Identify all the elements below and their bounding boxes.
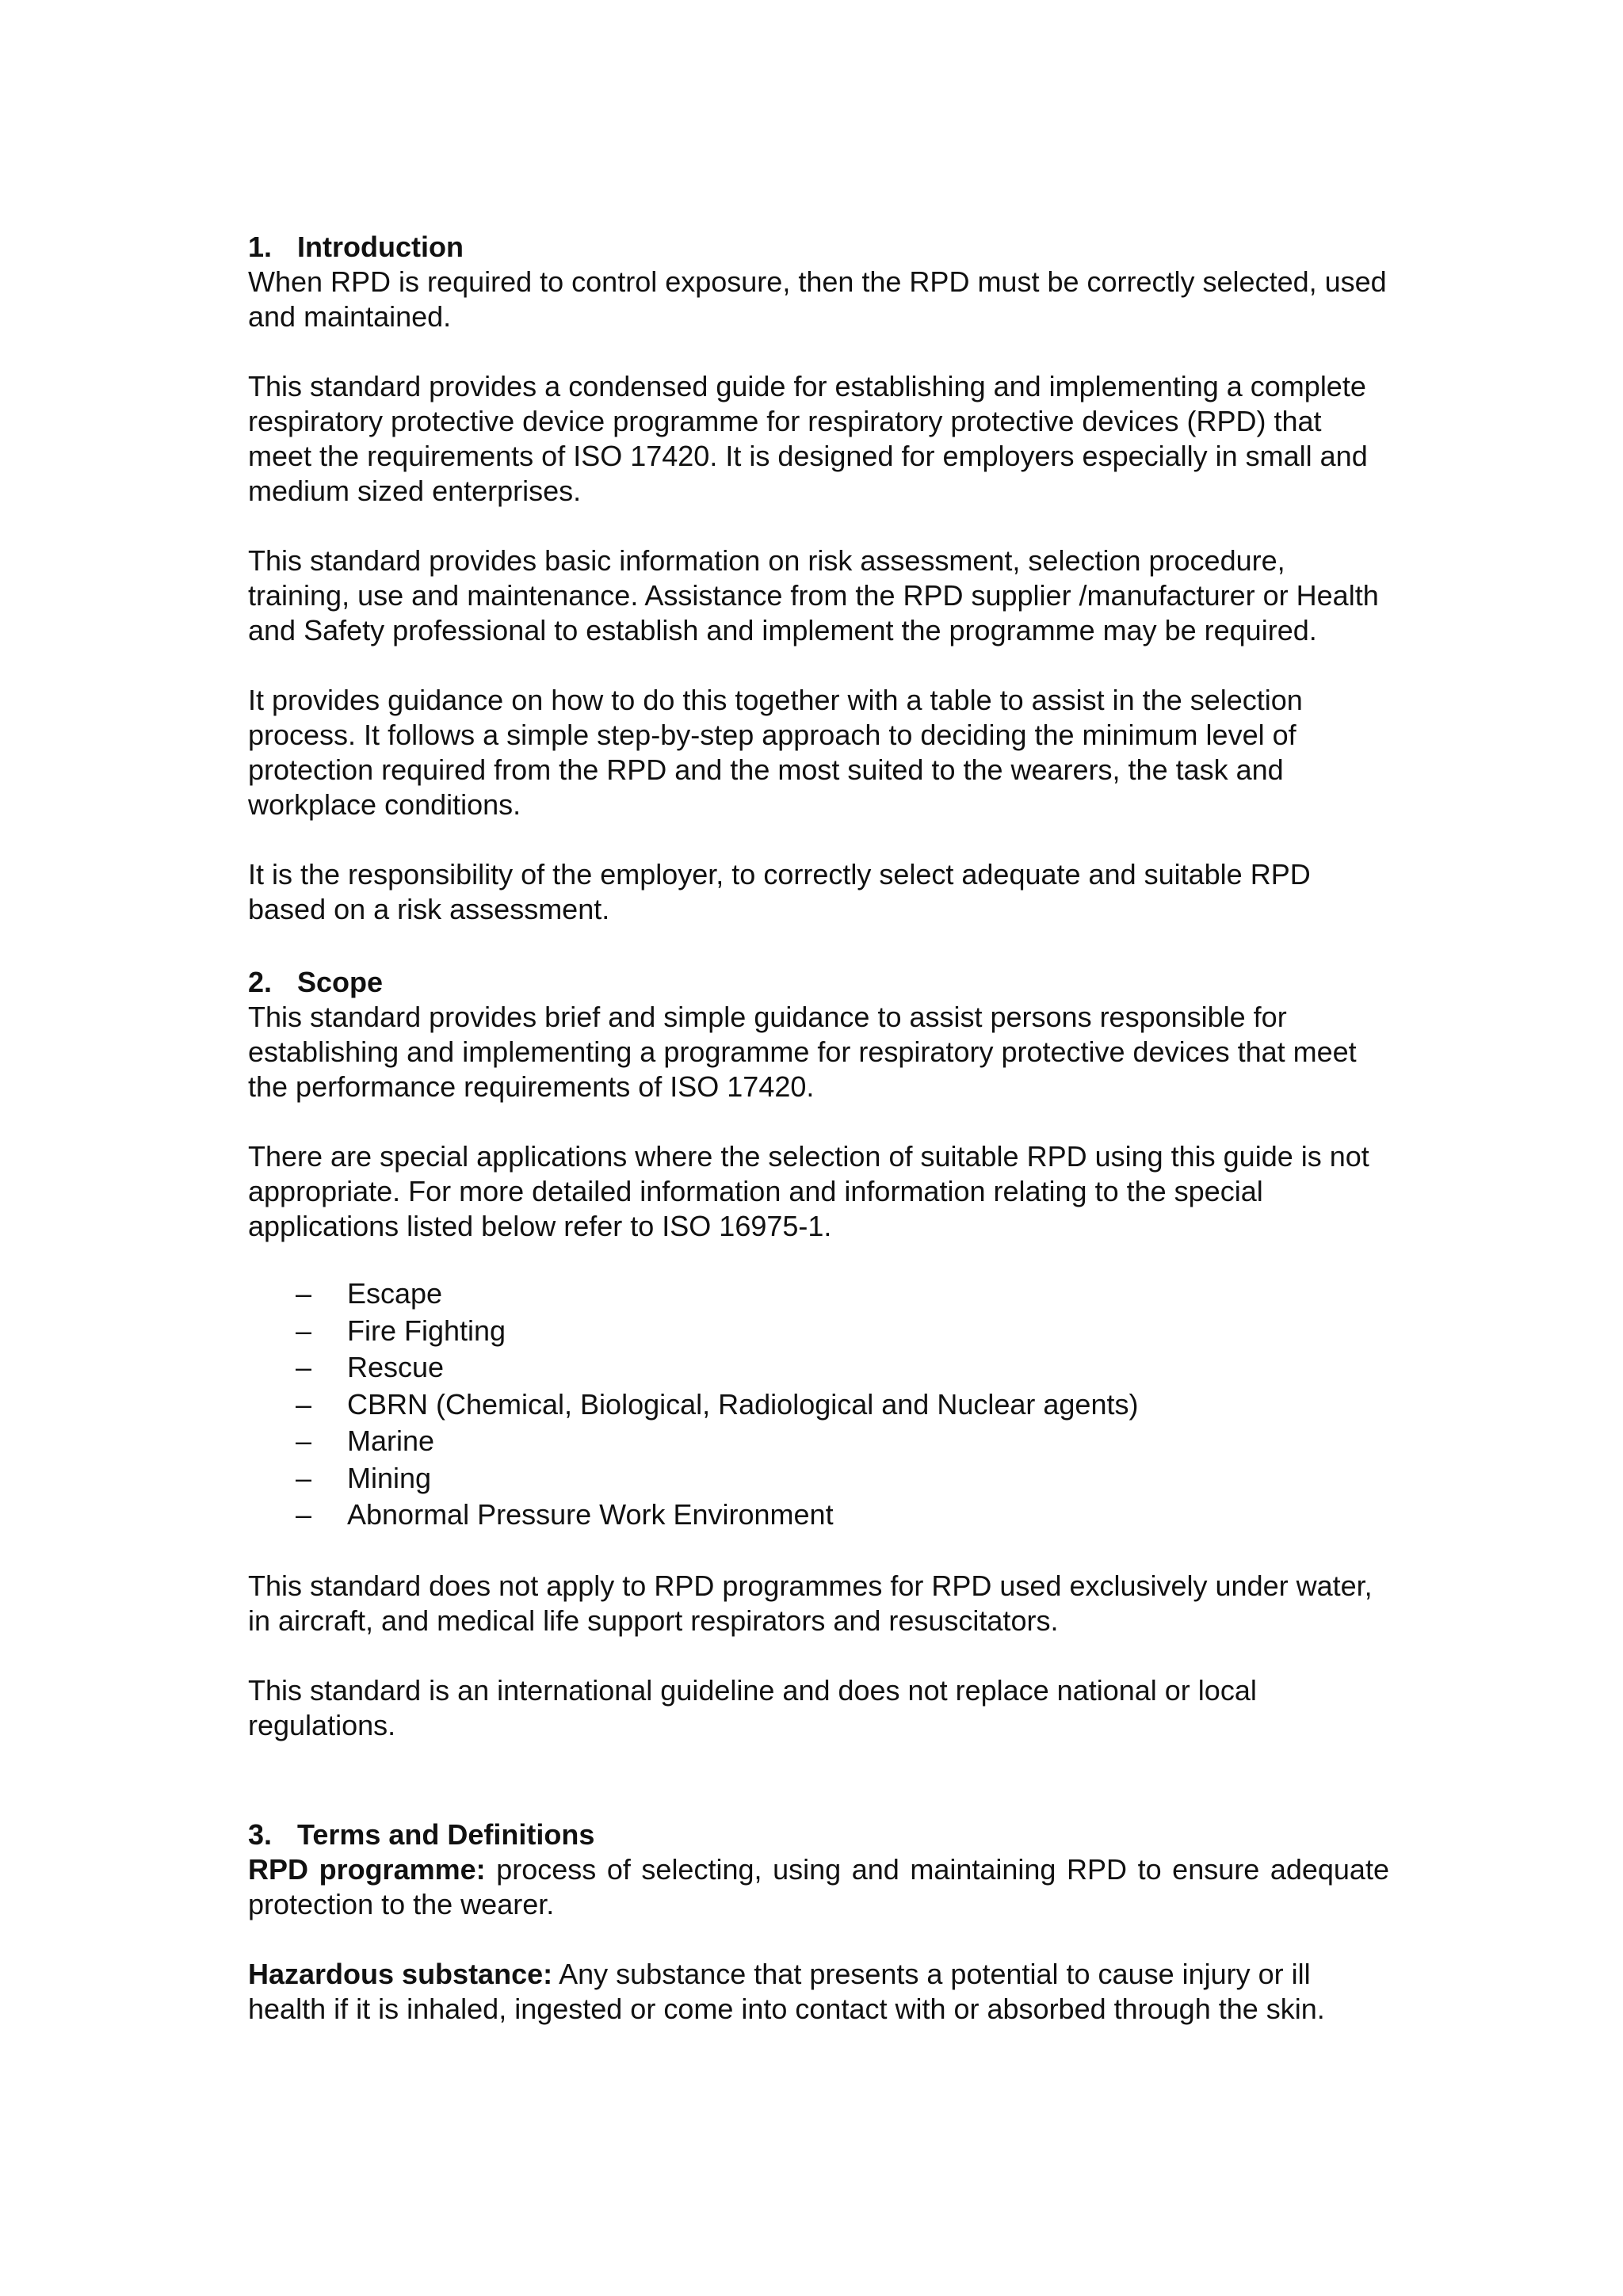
definition-rpd-programme <box>248 1852 1389 1922</box>
bullet-dash: – <box>296 1498 312 1531</box>
bullet-dash: – <box>296 1461 312 1494</box>
section-heading-introduction <box>248 230 1389 265</box>
definition-hazardous-substance <box>248 1957 1389 2027</box>
section-heading-scope <box>248 965 1389 1000</box>
list-item: – CBRN (Chemical, Biological, Radiological and Nuclear agents) <box>248 1386 1389 1424</box>
section-heading-terms <box>248 1817 1389 1852</box>
scope-closing-paragraph: This standard is an international guideline and does not replace national or local regulations. <box>248 1673 1257 1741</box>
scope-paragraph: This standard provides brief and simple guidance to assist persons responsible for establishing and implementing a programme for respiratory protective devices that meet the performance requirements of ISO 17420. <box>248 1001 1357 1103</box>
intro-paragraph: It is the responsibility of the employer, to correctly select adequate and suitable RPD based on a risk assessment. <box>248 858 1311 925</box>
definition-text: Any substance that presents a potential to cause injury or ill health if it is inhaled, ingested or come into contact with or absorbed through the skin. <box>248 1957 1325 2025</box>
intro-paragraph: When RPD is required to control exposure, then the RPD must be correctly selected, used and maintained. <box>248 265 1387 333</box>
list-item: – Abnormal Pressure Work Environment <box>248 1497 1389 1534</box>
bullet-dash: – <box>296 1277 312 1310</box>
intro-paragraph: This standard provides basic information on risk assessment, selection procedure, training, use and maintenance. Assistance from the RPD supplier /manufacturer or Health and Safety professional to establish and implement the programme may be required. <box>248 544 1379 646</box>
special-applications-list <box>248 1276 1389 1534</box>
section-title: Terms and Definitions <box>297 1817 595 1851</box>
list-item: – Mining <box>248 1460 1389 1497</box>
section-number: 2. <box>248 966 273 998</box>
section-title: Introduction <box>297 231 464 263</box>
section-number: 3. <box>248 1817 273 1851</box>
bullet-dash: – <box>296 1351 312 1383</box>
intro-paragraph: This standard provides a condensed guide for establishing and implementing a complete respiratory protective device programme for respiratory protective devices (RPD) that meet the requirements of ISO 17420. It is designed for employers especially in small and medium sized enterprises. <box>248 370 1368 507</box>
bullet-dash: – <box>296 1425 312 1457</box>
scope-paragraph: There are special applications where the selection of suitable RPD using this guide is not appropriate. For more detailed information and information relating to the special applications listed below refer to ISO 16975-1. <box>248 1140 1369 1242</box>
list-item: – Marine <box>248 1423 1389 1460</box>
list-item: – Rescue <box>248 1349 1389 1386</box>
section-title: Scope <box>297 966 384 998</box>
document-page <box>248 230 1389 2061</box>
bullet-dash: – <box>296 1314 312 1347</box>
scope-closing-paragraph: This standard does not apply to RPD programmes for RPD used exclusively under water, in aircraft, and medical life support respirators and resuscitators. <box>248 1569 1373 1637</box>
bullet-dash: – <box>296 1387 312 1421</box>
list-item: – Fire Fighting <box>248 1313 1389 1350</box>
definition-term: Hazardous substance: <box>248 1957 553 1990</box>
definition-text: process of selecting, using and maintaining RPD to ensure adequate protection to the wearer. <box>248 1852 1389 1920</box>
section-number: 1. <box>248 231 273 263</box>
list-item: – Escape <box>248 1276 1389 1313</box>
definition-term: RPD programme: <box>248 1852 486 1886</box>
intro-paragraph: It provides guidance on how to do this together with a table to assist in the selection process. It follows a simple step-by-step approach to deciding the minimum level of protection required from the RPD and the most suited to the wearers, the task and workplace conditions. <box>248 684 1303 821</box>
